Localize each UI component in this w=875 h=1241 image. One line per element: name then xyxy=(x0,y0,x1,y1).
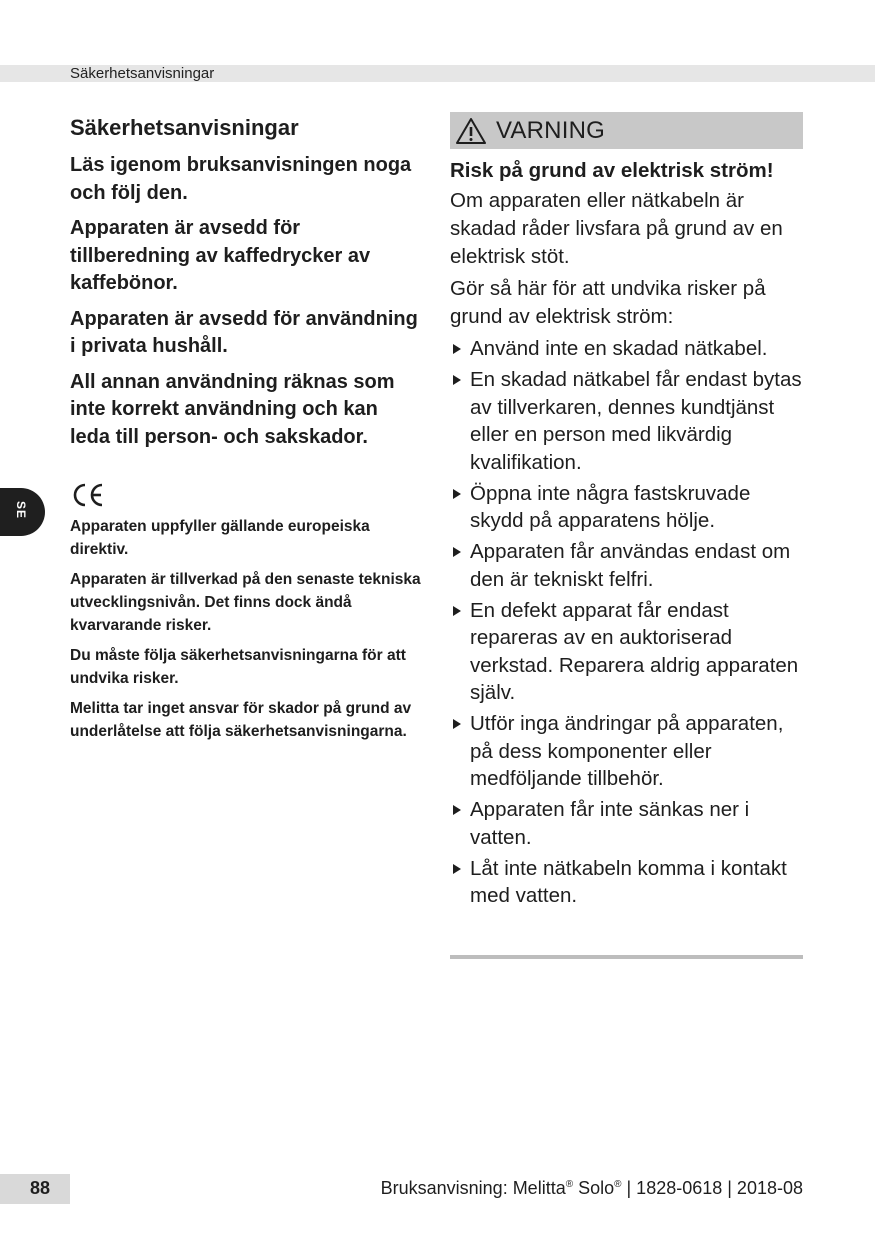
bullet-arrow-icon xyxy=(453,606,461,616)
list-item: Apparaten får inte sänkas ner i vatten. xyxy=(450,796,803,851)
warning-instruction: Gör så här för att undvika risker på grund av elektrisk ström: xyxy=(450,277,766,328)
bullet-arrow-icon xyxy=(453,864,461,874)
warning-intro: Om apparaten eller nätkabeln är skadad råder livsfara på grund av en elektrisk stöt. xyxy=(450,189,783,268)
lead-paragraph: Läs igenom bruksanvisningen noga och följ den. xyxy=(70,154,412,204)
page-title: Säkerhetsanvisningar xyxy=(70,115,299,140)
language-tab-label: SE xyxy=(14,501,28,520)
warning-label: VARNING xyxy=(496,116,605,144)
section-divider xyxy=(450,955,803,959)
bullet-arrow-icon xyxy=(453,489,461,499)
ce-mark-icon xyxy=(70,481,422,515)
page-number: 88 xyxy=(30,1178,51,1198)
list-item: Öppna inte några fastskruvade skydd på apparatens hölje. xyxy=(450,480,803,535)
bullet-arrow-icon xyxy=(453,805,461,815)
list-item: En skadad nätkabel får endast bytas av tillverkaren, dennes kundtjänst eller en person med likvärdig kvalifikation. xyxy=(450,366,803,476)
warning-section xyxy=(450,112,803,913)
lead-paragraph: All annan användning räknas som inte korrekt användning och kan leda till person- och sakskador. xyxy=(70,370,395,448)
warning-bar xyxy=(450,112,803,149)
bullet-arrow-icon xyxy=(453,344,461,354)
warning-triangle-icon xyxy=(454,116,488,146)
bullet-arrow-icon xyxy=(453,719,461,729)
info-paragraph: Du måste följa säkerhetsanvisningarna för att undvika risker. xyxy=(70,647,406,687)
page-number-box xyxy=(0,1174,70,1204)
bullet-arrow-icon xyxy=(453,547,461,557)
header-band xyxy=(0,65,875,82)
list-item: Låt inte nätkabeln komma i kontakt med vatten. xyxy=(450,855,803,910)
list-item: Använd inte en skadad nätkabel. xyxy=(450,335,803,363)
info-paragraph: Apparaten uppfyller gällande europeiska direktiv. xyxy=(70,518,370,558)
warning-bullet-list xyxy=(450,335,803,910)
bullet-arrow-icon xyxy=(453,375,461,385)
footer-doc-info: Bruksanvisning: Melitta® Solo® | 1828-0618 | 2018-08 xyxy=(380,1178,803,1198)
list-item: Apparaten får användas endast om den är tekniskt felfri. xyxy=(450,538,803,593)
risk-title: Risk på grund av elektrisk ström! xyxy=(450,159,774,182)
section-header-label: Säkerhetsanvisningar xyxy=(70,65,215,82)
left-column xyxy=(70,114,422,750)
info-paragraph: Apparaten är tillverkad på den senaste tekniska utvecklingsnivån. Det finns dock ändå kvarvarande risker. xyxy=(70,571,421,634)
list-item: En defekt apparat får endast repareras av en auktoriserad verkstad. Reparera aldrig apparaten själv. xyxy=(450,597,803,707)
info-paragraph: Melitta tar inget ansvar för skador på grund av underlåtelse att följa säkerhetsanvisningarna. xyxy=(70,700,412,740)
list-item: Utför inga ändringar på apparaten, på dess komponenter eller medföljande tillbehör. xyxy=(450,710,803,793)
lead-paragraph: Apparaten är avsedd för tillberedning av kaffedrycker av kaffebönor. xyxy=(70,217,371,294)
language-tab xyxy=(0,488,45,536)
lead-paragraph: Apparaten är avsedd för användning i privata hushåll. xyxy=(70,307,418,357)
